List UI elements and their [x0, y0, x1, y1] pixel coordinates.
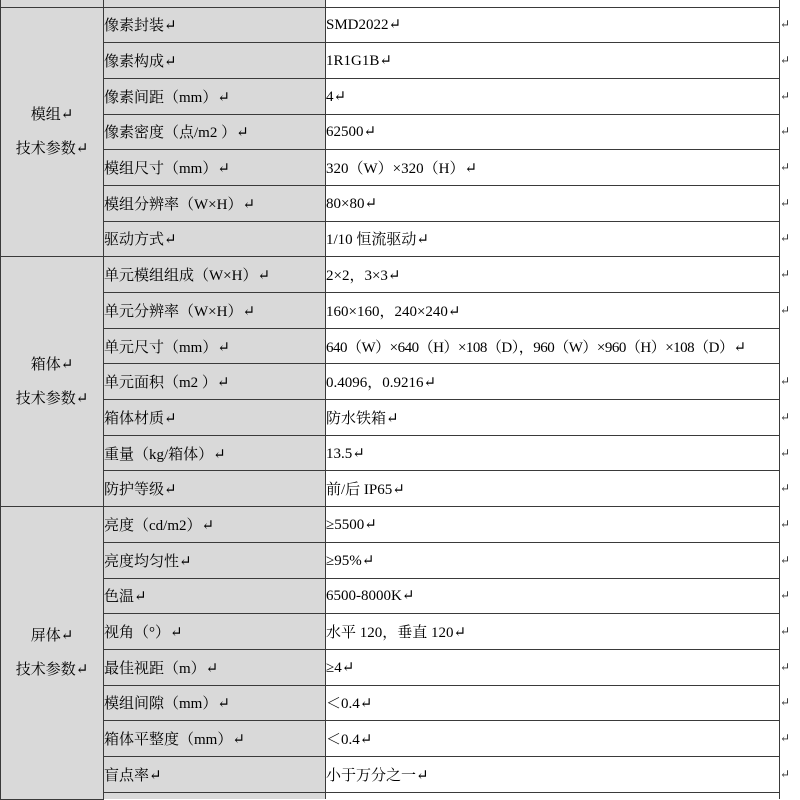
param-value: 6500-8000K↵ [326, 578, 780, 614]
table-row [1, 400, 800, 436]
row-end-mark: ↵ [780, 257, 800, 293]
param-name: 单元尺寸（mm）↵ [104, 328, 326, 364]
table-row [1, 257, 800, 293]
param-name: 防护等级↵ [104, 471, 326, 507]
group-label-cabinet [1, 257, 104, 507]
table-row-partial [1, 0, 800, 7]
row-end-mark: ↵ [780, 649, 800, 685]
param-value: ＜0.4↵ [326, 685, 780, 721]
param-value: 640（W）×640（H）×108（D），960（W）×960（H）×108（D）↵ [326, 328, 780, 364]
table-row [1, 114, 800, 150]
row-end-mark: ↵ [780, 150, 800, 186]
param-value: 2×2，3×3↵ [326, 257, 780, 293]
param-value: ≥5500↵ [326, 507, 780, 543]
table-row [1, 614, 800, 650]
row-end-mark: ↵ [780, 293, 800, 329]
param-name: 像素构成↵ [104, 43, 326, 79]
param-value: SMD2022↵ [326, 7, 780, 43]
row-end-mark: ↵ [780, 7, 800, 43]
table-row [1, 150, 800, 186]
table-row [1, 435, 800, 471]
param-name: 色温↵ [104, 578, 326, 614]
table-row [1, 43, 800, 79]
param-value: 1R1G1B↵ [326, 43, 780, 79]
table-row [1, 293, 800, 329]
param-name: 单元面积（m2 ）↵ [104, 364, 326, 400]
table-row [1, 7, 800, 43]
row-end-mark: ↵ [780, 578, 800, 614]
table-row [1, 721, 800, 757]
table-row [1, 542, 800, 578]
param-name: 箱体材质↵ [104, 400, 326, 436]
table-row-partial [1, 792, 800, 799]
row-end-mark: ↵ [780, 400, 800, 436]
param-value: 160×160，240×240↵ [326, 293, 780, 329]
param-value: 1/10 恒流驱动↵ [326, 221, 780, 257]
group-label-module [1, 7, 104, 257]
table-row [1, 221, 800, 257]
group-label-line: 模组↵ [30, 106, 74, 123]
param-value [326, 0, 780, 7]
param-name: 单元模组组成（W×H）↵ [104, 257, 326, 293]
row-end-mark: ↵ [780, 185, 800, 221]
param-value [326, 792, 780, 799]
row-end-mark: ↵ [780, 614, 800, 650]
group-label-line: 技术参数↵ [15, 661, 89, 678]
row-end-mark: ↵ [780, 471, 800, 507]
table-row [1, 507, 800, 543]
param-value: 0.4096，0.9216↵ [326, 364, 780, 400]
row-end-mark: ↵ [780, 43, 800, 79]
row-end-mark: ↵ [780, 721, 800, 757]
row-end-mark: ↵ [780, 756, 800, 792]
table-row [1, 756, 800, 792]
param-name: 视角（°）↵ [104, 614, 326, 650]
param-value: 4↵ [326, 78, 780, 114]
param-value: 62500↵ [326, 114, 780, 150]
row-end-mark: ↵ [780, 114, 800, 150]
row-end-mark [780, 328, 800, 364]
param-name [104, 0, 326, 7]
table-row [1, 685, 800, 721]
row-end-mark: ↵ [780, 221, 800, 257]
row-end-mark: ↵ [780, 78, 800, 114]
group-label-cell [1, 0, 104, 7]
row-end-mark: ↵ [780, 435, 800, 471]
table-row [1, 578, 800, 614]
table-row [1, 328, 800, 364]
param-value: 320（W）×320（H）↵ [326, 150, 780, 186]
param-name: 最佳视距（m）↵ [104, 649, 326, 685]
param-value: 小于万分之一↵ [326, 756, 780, 792]
row-end-mark: ↵ [780, 685, 800, 721]
param-value: 80×80↵ [326, 185, 780, 221]
param-value: 13.5↵ [326, 435, 780, 471]
table-row [1, 185, 800, 221]
param-name: 箱体平整度（mm）↵ [104, 721, 326, 757]
param-value: ≥4↵ [326, 649, 780, 685]
group-label-line: 屏体↵ [30, 627, 74, 644]
param-value: 水平 120，垂直 120↵ [326, 614, 780, 650]
row-end-mark [780, 0, 800, 7]
table-row [1, 364, 800, 400]
param-value: 前/后 IP65↵ [326, 471, 780, 507]
param-value: ≥95%↵ [326, 542, 780, 578]
table-row [1, 78, 800, 114]
row-end-mark: ↵ [780, 542, 800, 578]
param-name: 模组尺寸（mm）↵ [104, 150, 326, 186]
param-name: 亮度（cd/m2）↵ [104, 507, 326, 543]
row-end-mark [780, 792, 800, 799]
row-end-mark: ↵ [780, 364, 800, 400]
param-name: 盲点率↵ [104, 756, 326, 792]
param-value: 防水铁箱↵ [326, 400, 780, 436]
table-row [1, 649, 800, 685]
group-label-line: 箱体↵ [30, 356, 74, 373]
table-row [1, 471, 800, 507]
param-name: 像素间距（mm）↵ [104, 78, 326, 114]
param-name: 亮度均匀性↵ [104, 542, 326, 578]
param-name: 重量（kg/箱体）↵ [104, 435, 326, 471]
group-label-screen [1, 507, 104, 800]
param-name: 模组分辨率（W×H）↵ [104, 185, 326, 221]
param-name [104, 792, 326, 799]
param-name: 驱动方式↵ [104, 221, 326, 257]
param-name: 模组间隙（mm）↵ [104, 685, 326, 721]
param-name: 像素封装↵ [104, 7, 326, 43]
param-name: 单元分辨率（W×H）↵ [104, 293, 326, 329]
param-value: ＜0.4↵ [326, 721, 780, 757]
row-end-mark: ↵ [780, 507, 800, 543]
group-label-line: 技术参数↵ [15, 390, 89, 407]
param-name: 像素密度（点/m2 ）↵ [104, 114, 326, 150]
group-label-line: 技术参数↵ [15, 140, 89, 157]
